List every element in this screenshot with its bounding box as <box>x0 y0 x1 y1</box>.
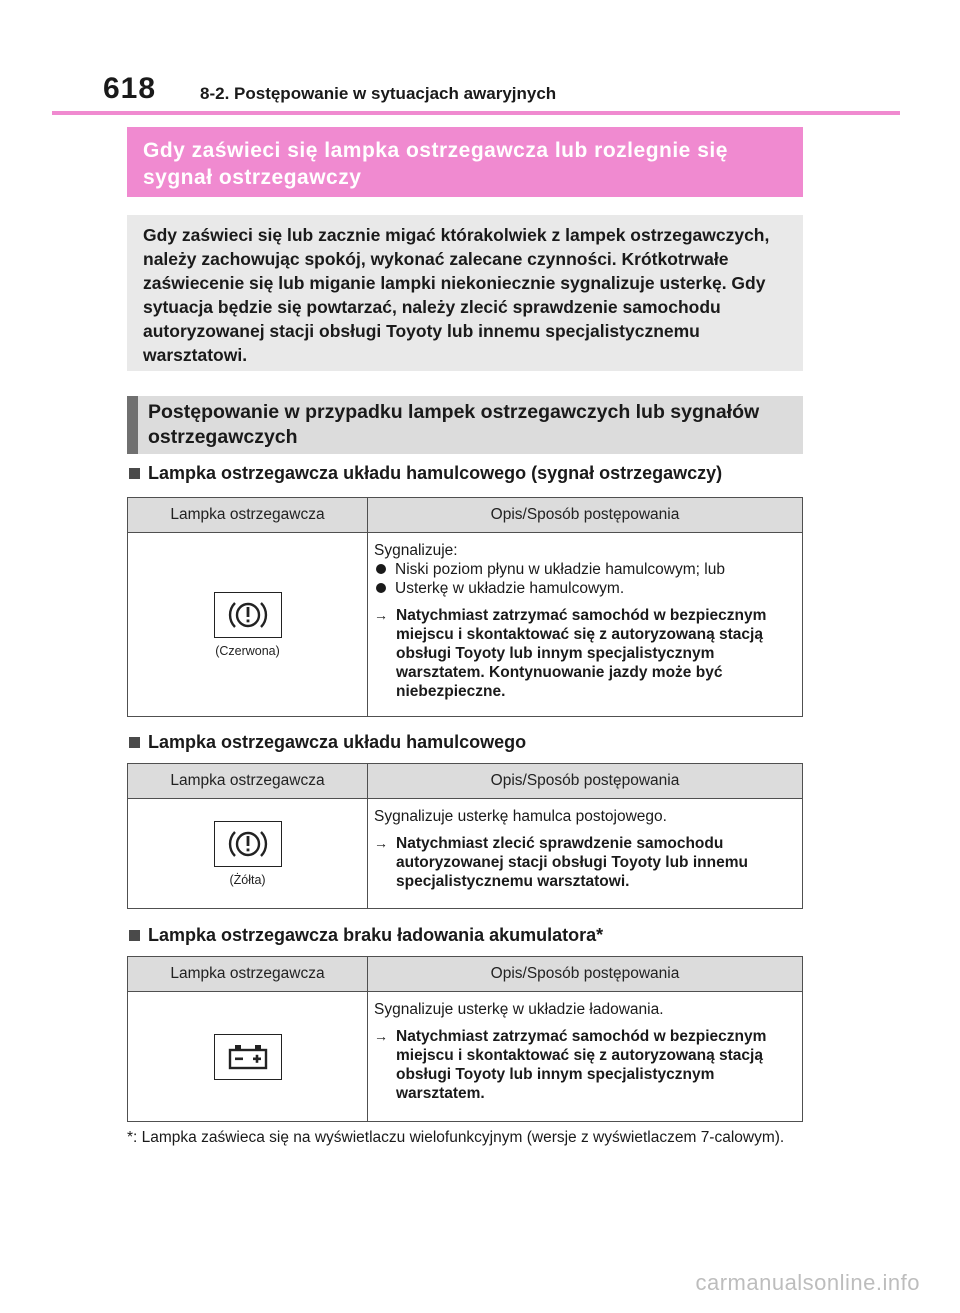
table-row <box>128 533 802 717</box>
description-intro: Sygnalizuje: <box>374 542 458 559</box>
warning-table-brake-yellow <box>127 763 803 909</box>
header-rule <box>52 111 900 115</box>
subheading-battery <box>127 924 603 946</box>
intro-paragraph: Gdy zaświeci się lub zacznie migać którakolwiek z lampek ostrzegawczych, należy zachowując spokój, wykonać zalecane czynności. Krótkotrwałe zaświecenie się lub miganie lampki niekoniecznie sygnalizuje usterkę. Gdy sytuacja będzie się powtarzać, należy zlecić sprawdzenie samochodu autoryzowanej stacji obsługi Toyoty lub innemu specjalistycznemu warsztatowi. <box>127 215 803 371</box>
action-text: Natychmiast zlecić sprawdzenie samochodu autoryzowanej stacji obsługi Toyoty lub innemu specjalistycznemu warsztatowi. <box>396 835 748 890</box>
column-header-description: Opis/Sposób postępowania <box>490 772 680 789</box>
description-intro: Sygnalizuje usterkę hamulca postojowego. <box>374 808 667 825</box>
list-item: Niski poziom płynu w układzie hamulcowym; lub <box>374 560 792 579</box>
running-head: 8-2. Postępowanie w sytuacjach awaryjnych <box>200 84 557 103</box>
square-bullet-icon <box>129 468 140 479</box>
description-cell <box>368 533 802 717</box>
square-bullet-icon <box>129 737 140 748</box>
action-instruction <box>374 834 792 891</box>
brake-warning-icon <box>214 821 282 867</box>
arrow-icon: → <box>374 1028 388 1044</box>
arrow-icon: → <box>374 607 388 623</box>
bullet-dot-icon <box>376 583 386 593</box>
bullet-dot-icon <box>376 564 386 574</box>
subheading-text: Lampka ostrzegawcza układu hamulcowego <box>148 732 527 752</box>
table-header <box>128 498 802 533</box>
page-number: 618 <box>103 72 157 105</box>
list-item: Usterkę w układzie hamulcowym. <box>374 579 792 598</box>
arrow-icon: → <box>374 835 388 851</box>
action-instruction <box>374 1027 792 1103</box>
square-bullet-icon <box>129 930 140 941</box>
action-instruction <box>374 606 792 701</box>
column-header-light: Lampka ostrzegawcza <box>128 498 368 532</box>
subheading-text: Lampka ostrzegawcza braku ładowania akumulatora* <box>148 925 604 945</box>
column-header-light: Lampka ostrzegawcza <box>128 957 368 991</box>
column-header-description: Opis/Sposób postępowania <box>490 506 680 523</box>
footnote: *: Lampka zaświeca się na wyświetlaczu wielofunkcyjnym (wersje z wyświetlaczem 7-calowym). <box>127 1129 785 1146</box>
warning-table-brake-red <box>127 497 803 717</box>
column-header-light: Lampka ostrzegawcza <box>128 764 368 798</box>
table-row <box>128 799 802 909</box>
brake-warning-icon <box>214 592 282 638</box>
table-row <box>128 992 802 1122</box>
icon-color-caption: (Żółta) <box>229 873 266 887</box>
icon-cell <box>128 992 368 1122</box>
icon-color-caption: (Czerwona) <box>215 644 280 658</box>
column-header-description: Opis/Sposób postępowania <box>490 965 680 982</box>
action-text: Natychmiast zatrzymać samochód w bezpiecznym miejscu i skontaktować się z autoryzowaną stacją obsługi Toyoty lub innym specjalistycznym warsztatem. Kontynuowanie jazdy może być niebezpieczne. <box>396 607 767 700</box>
description-cell <box>368 799 802 909</box>
description-cell <box>368 992 802 1122</box>
watermark: carmanualsonline.info <box>695 1270 920 1295</box>
action-text: Natychmiast zatrzymać samochód w bezpiecznym miejscu i skontaktować się z autoryzowaną stacją obsługi Toyoty lub innym specjalistycznym warsztatem. <box>396 1028 767 1102</box>
subheading-text: Lampka ostrzegawcza układu hamulcowego (sygnał ostrzegawczy) <box>148 463 723 483</box>
icon-cell <box>128 533 368 717</box>
chapter-banner: Gdy zaświeci się lampka ostrzegawcza lub rozlegnie się sygnał ostrzegawczy <box>127 127 803 197</box>
section-title: Postępowanie w przypadku lampek ostrzegawczych lub sygnałów ostrzegawczych <box>127 396 803 454</box>
battery-charge-icon <box>214 1034 282 1080</box>
subheading-brake-red <box>127 462 722 484</box>
icon-cell <box>128 799 368 909</box>
table-header <box>128 764 802 799</box>
warning-table-battery <box>127 956 803 1122</box>
subheading-brake-yellow <box>127 731 526 753</box>
description-intro: Sygnalizuje usterkę w układzie ładowania. <box>374 1001 664 1018</box>
table-header <box>128 957 802 992</box>
